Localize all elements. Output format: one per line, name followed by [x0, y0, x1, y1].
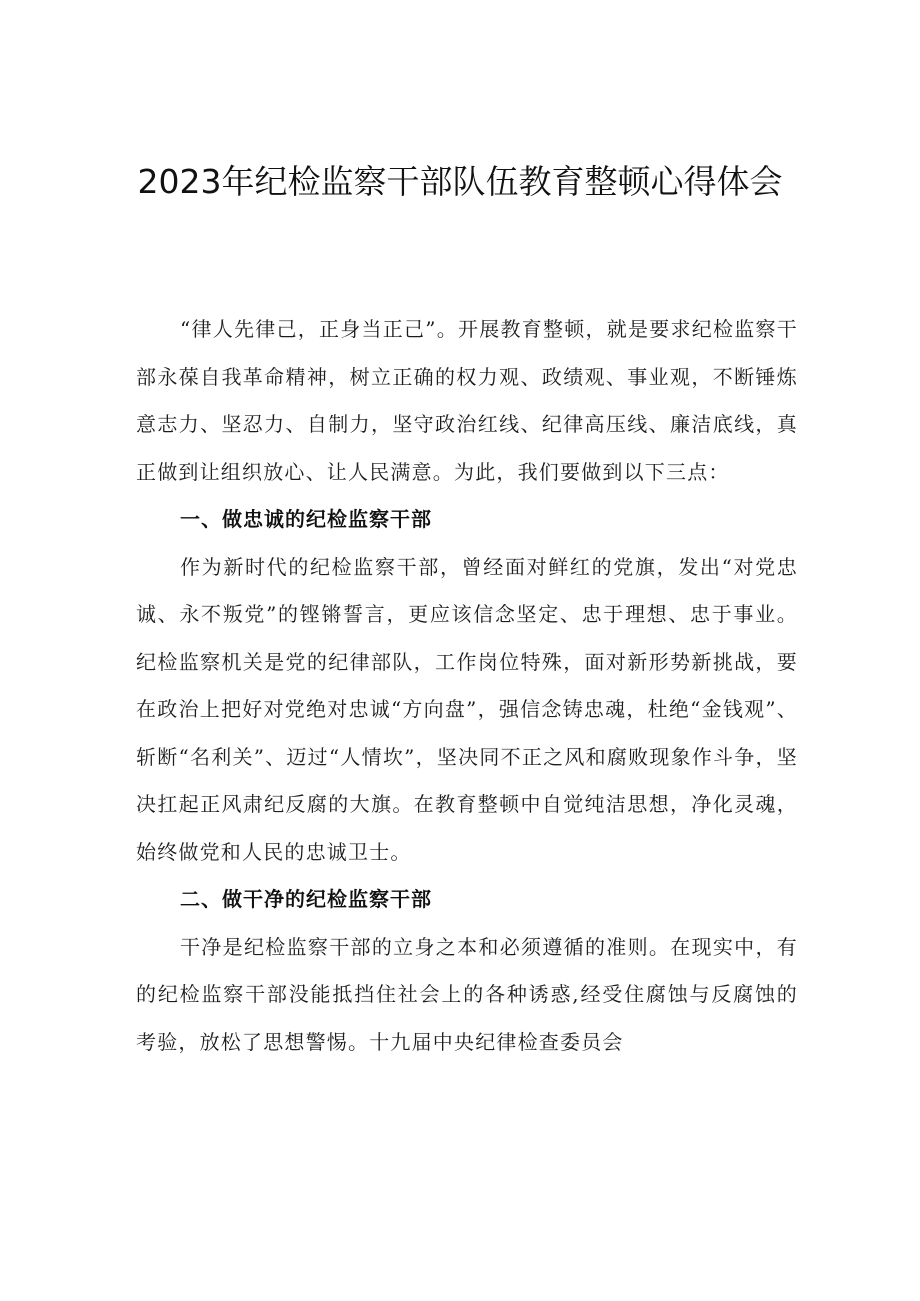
document-title: 2023年纪检监察干部队伍教育整顿心得体会: [137, 162, 783, 201]
section-heading-1: 一、做忠诚的纪检监察干部: [180, 507, 432, 531]
document-body: [136, 306, 798, 1066]
section-paragraph-2: 干净是纪检监察干部的立身之本和必须遵循的准则。在现实中，有的纪检监察干部没能抵挡住社会上的各种诱惑,经受住腐蚀与反腐蚀的考验，放松了思想警惕。十九届中央纪律检查委员会: [136, 934, 798, 1054]
section-heading-2: 二、做干净的纪检监察干部: [180, 887, 432, 911]
intro-paragraph: “律人先律己，正身当正己”。开展教育整顿，就是要求纪检监察干部永葆自我革命精神，树立正确的权力观、政绩观、事业观，不断锤炼意志力、坚忍力、自制力，坚守政治红线、纪律高压线、廉洁底线，真正做到让组织放心、让人民满意。为此，我们要做到以下三点：: [136, 317, 798, 484]
section-paragraph-1: 作为新时代的纪检监察干部，曾经面对鲜红的党旗，发出“对党忠诚、永不叛党”的铿锵誓言，更应该信念坚定、忠于理想、忠于事业。纪检监察机关是党的纪律部队，工作岗位特殊，面对新形势新挑战，要在政治上把好对党绝对忠诚“方向盘”，强信念铸忠魂，杜绝“金钱观”、斩断“名利关”、迈过“人情坎”，坚决同不正之风和腐败现象作斗争，坚决扛起正风肃纪反腐的大旗。在教育整顿中自觉纯洁思想，净化灵魂，始终做党和人民的忠诚卫士。: [136, 554, 798, 864]
